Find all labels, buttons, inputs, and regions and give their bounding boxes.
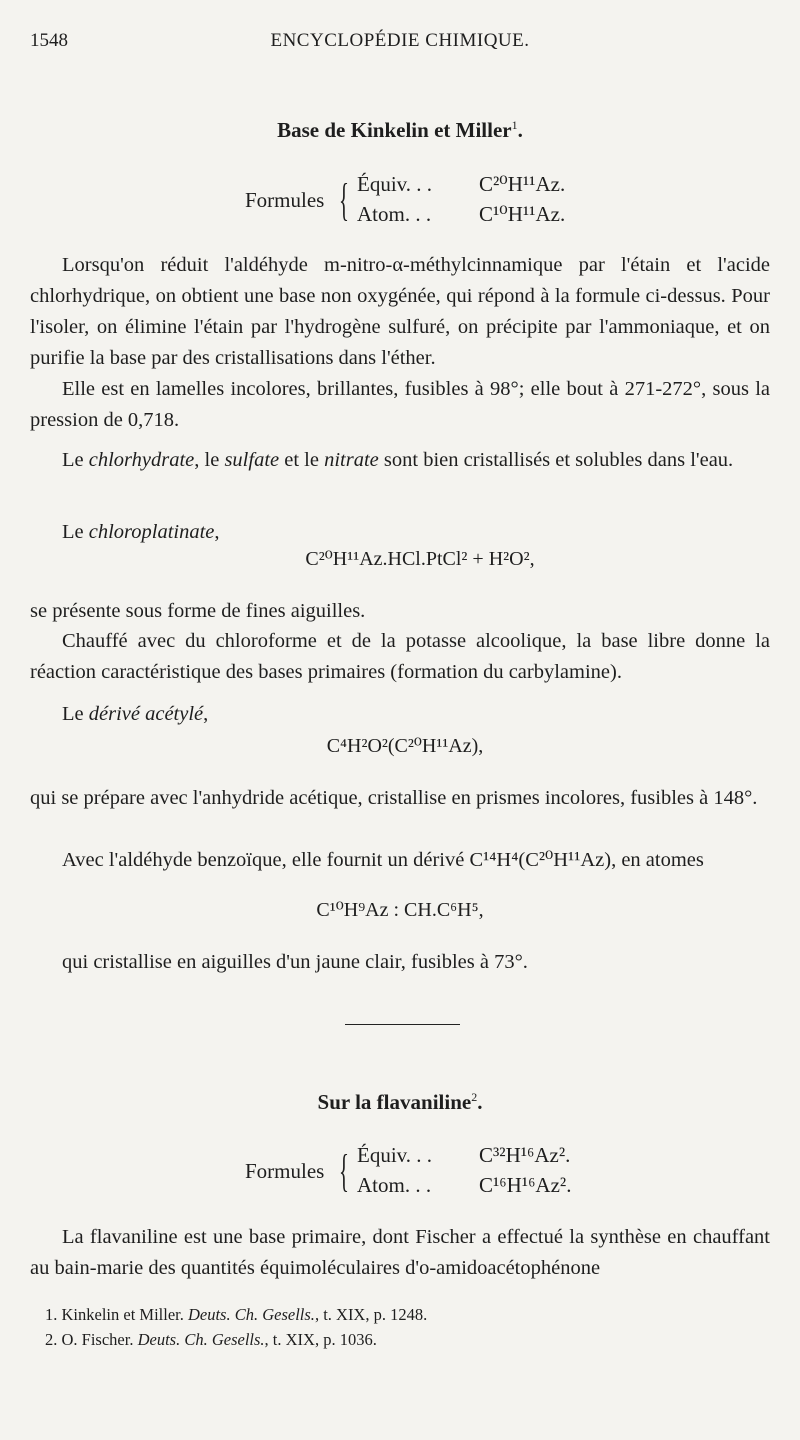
formulas-block-2 xyxy=(245,1143,585,1203)
section-title-flavaniline: Sur la flavaniline$^2$. xyxy=(317,1090,483,1114)
paragraph: Avec l'aldéhyde benzoïque, elle fournit un dérivé C¹⁴H⁴(C²⁰H¹¹Az), en atomes xyxy=(62,849,704,871)
page-number: 1548 xyxy=(30,30,68,51)
running-title: ENCYCLOPÉDIE CHIMIQUE. xyxy=(270,30,530,51)
formulas-block-1 xyxy=(245,172,585,232)
formulas-label: Formules xyxy=(245,188,325,212)
brace-icon: { xyxy=(339,174,349,225)
paragraph: Le chloroplatinate, xyxy=(62,521,220,543)
formula-chloroplatinate: C²⁰H¹¹Az.HCl.PtCl² + H²O², xyxy=(305,548,535,570)
section-title-kinkelin: Base de Kinkelin et Miller$^1$. xyxy=(277,118,523,142)
formula-row-equiv: Équiv. . . C²⁰H¹¹Az. xyxy=(357,172,566,196)
paragraph: Lorsqu'on réduit l'aldéhyde m-nitro-α-méthylcinnamique par l'étain et l'acide chlorhydrique, on obtient une base non oxygénée, qui répond à la formule ci-dessus. Pour l'isoler, on élimine l'étain par l'hydrogène sulfuré, on précipite par l'ammoniaque, et on purifie la base par des cristallisations dans l'éther. xyxy=(30,254,770,369)
formula-row-equiv: Équiv. . . C³²H¹⁶Az². xyxy=(357,1143,571,1167)
paragraph: qui se prépare avec l'anhydride acétique, cristallise en prismes incolores, fusibles à 148°. xyxy=(30,787,758,809)
paragraph: Le dérivé acétylé, xyxy=(62,703,209,725)
formulas-label: Formules xyxy=(245,1159,325,1183)
formula-row-atom: Atom. . . C¹⁰H¹¹Az. xyxy=(357,202,566,226)
brace-icon: { xyxy=(339,1145,349,1196)
paragraph: Le chlorhydrate, le sulfate et le nitrate sont bien cristallisés et solubles dans l'eau. xyxy=(62,449,734,471)
paragraph: La flavaniline est une base primaire, dont Fischer a effectué la synthèse en chauffant au bain-marie des quantités équimoléculaires d'o-amidoacétophénone xyxy=(30,1226,770,1279)
footnote-ref: 1 xyxy=(511,118,518,132)
paragraph: se présente sous forme de fines aiguilles. xyxy=(30,600,366,622)
formula-acetyl: C⁴H²O²(C²⁰H¹¹Az), xyxy=(326,735,484,757)
footnote-1: 1. Kinkelin et Miller. Deuts. Ch. Gesells., t. XIX, p. 1248. xyxy=(45,1305,428,1324)
footnote-2: 2. O. Fischer. Deuts. Ch. Gesells., t. XIX, p. 1036. xyxy=(45,1330,377,1349)
footnotes xyxy=(45,1302,765,1352)
paragraph: Elle est en lamelles incolores, brillantes, fusibles à 98°; elle bout à 271-272°, sous la pression de 0,718. xyxy=(30,378,770,431)
section-divider xyxy=(345,1024,460,1025)
paragraph: qui cristallise en aiguilles d'un jaune clair, fusibles à 73°. xyxy=(62,951,528,973)
formula-row-atom: Atom. . . C¹⁶H¹⁶Az². xyxy=(357,1173,572,1197)
footnote-ref: 2 xyxy=(471,1090,478,1104)
paragraph: Chauffé avec du chloroforme et de la potasse alcoolique, la base libre donne la réaction caractéristique des bases primaires (formation du carbylamine). xyxy=(30,630,770,683)
formula-benzylidene: C¹⁰H⁹Az : CH.C⁶H⁵, xyxy=(316,899,484,921)
page-header xyxy=(30,30,770,54)
